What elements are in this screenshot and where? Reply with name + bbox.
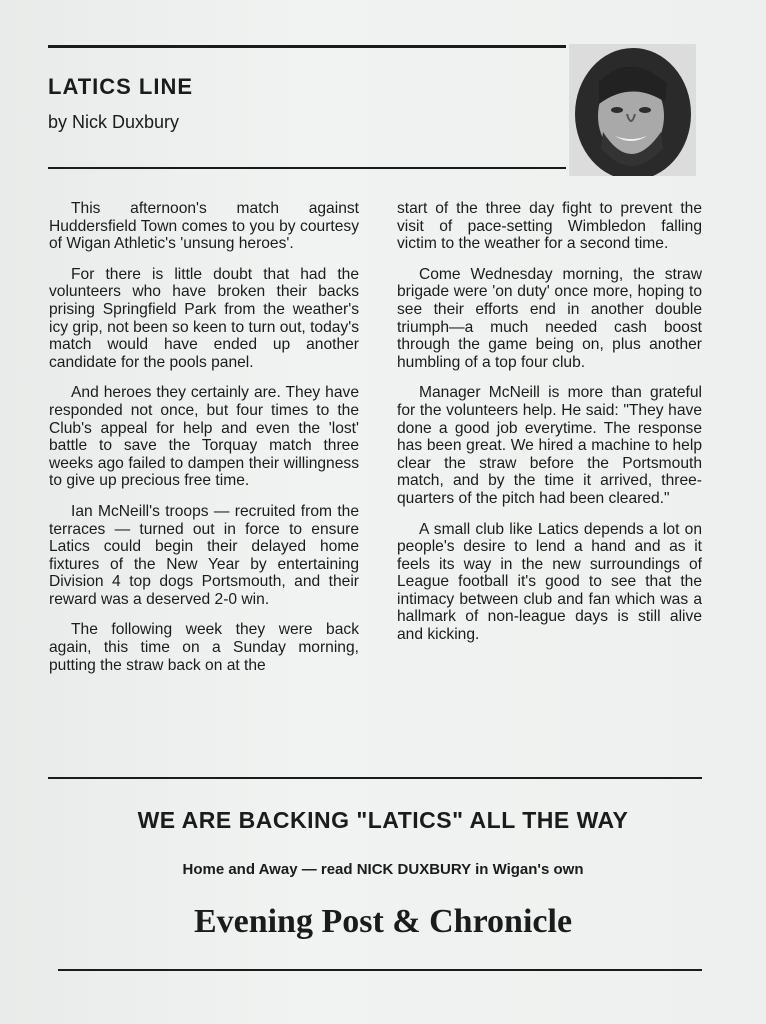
newspaper-name: Evening Post & Chronicle — [193, 903, 573, 940]
top-rule — [48, 45, 566, 48]
article-paragraph: Come Wednesday morning, the straw brigade were 'on duty' once more, hoping to see their efforts end in another double triumph—a much needed cash boost through the game being on, plus another humbling of a top four club. — [397, 265, 702, 371]
column-title: LATICS LINE — [48, 74, 194, 99]
bottom-rule — [58, 969, 702, 971]
advert-banner: WE ARE BACKING "LATICS" ALL THE WAY — [137, 807, 629, 833]
article-paragraph: This afternoon's match against Huddersfield Town comes to you by courtesy of Wigan Athletic's 'unsung heroes'. — [49, 200, 359, 253]
article-paragraph: And heroes they certainly are. They have responded not once, but four times to the Club's appeal for help and even the 'lost' battle to save the Torquay match three weeks ago failed to dampen their willingness to give up precious free time. — [49, 384, 359, 490]
article-paragraph: Ian McNeill's troops — recruited from the terraces — turned out in force to ensure Latics could begin their delayed home fixtures of the New Year by entertaining Division 4 top dogs Portsmouth, and their reward was a deserved 2-0 win. — [49, 502, 359, 608]
byline: by Nick Duxbury — [48, 112, 180, 132]
advert-rule — [48, 777, 702, 779]
portrait-photo — [569, 44, 696, 176]
article-paragraph: The following week they were back again, this time on a Sunday morning, putting the straw back on at the — [49, 621, 359, 674]
article-right-column — [397, 200, 702, 657]
portrait-photo-icon — [569, 44, 696, 176]
advert-subline: Home and Away — read NICK DUXBURY in Wigan's own — [182, 861, 584, 878]
article-paragraph: For there is little doubt that had the volunteers who have broken their backs prising Springfield Park from the weather's icy grip, not been so keen to turn out, today's match would have ended up another candidate for the pools panel. — [49, 265, 359, 371]
article-paragraph: start of the three day fight to prevent the visit of pace-setting Wimbledon falling victim to the weather for a second time. — [397, 200, 702, 253]
title-rule — [48, 167, 566, 169]
article-paragraph: A small club like Latics depends a lot on people's desire to lend a hand and as it feels its way in the new surroundings of League football it's good to see that the intimacy between club and fan which was a hallmark of non-league days is still alive and kicking. — [397, 520, 702, 644]
article-left-column — [49, 200, 359, 687]
article-paragraph: Manager McNeill is more than grateful for the volunteers help. He said: "They have done a good job everytime. The response has been great. We hired a machine to help clear the straw before the Portsmouth match, and by the time it arrived, three-quarters of the pitch had been cleared." — [397, 384, 702, 507]
